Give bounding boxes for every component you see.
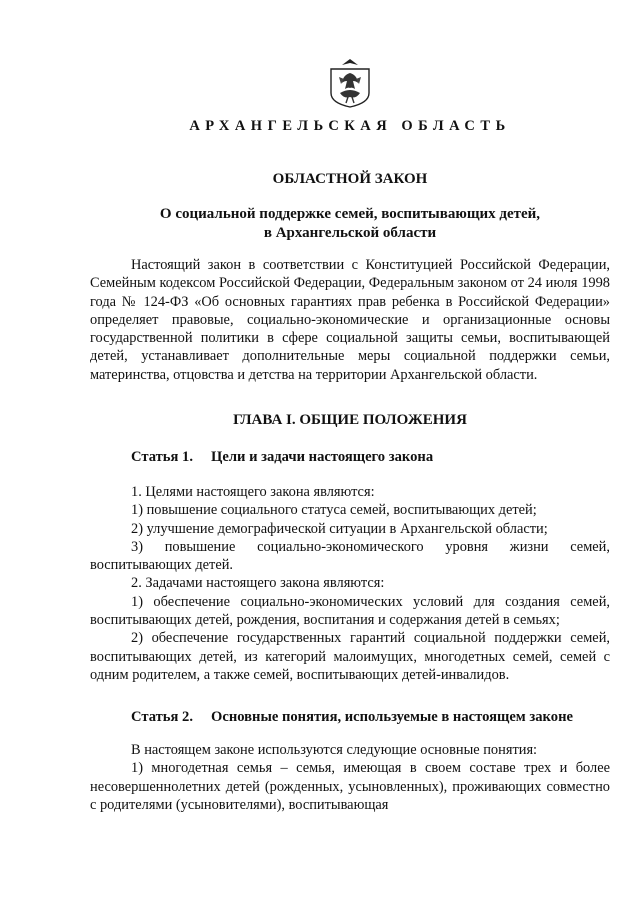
article-2-heading — [131, 709, 573, 726]
article-1-paragraph: 1) повышение социального статуса семей, воспитывающих детей; — [131, 502, 537, 519]
region-name: АРХАНГЕЛЬСКАЯ ОБЛАСТЬ — [189, 118, 511, 134]
article-2-title: Основные понятия, используемые в настоящем законе — [211, 709, 573, 725]
article-2-number: Статья 2. — [131, 709, 193, 725]
article-2-paragraph: В настоящем законе используются следующие основные понятия: — [131, 742, 538, 758]
article-1-paragraph: 1) обеспечение социально-экономических условий для создания семей, воспитывающих детей, рождения, воспитания и содержания детей в семьях; — [90, 593, 610, 629]
article-1-paragraph: 2) улучшение демографической ситуации в Архангельской области; — [131, 520, 548, 537]
article-1-paragraph: 1. Целями настоящего закона являются: — [131, 484, 375, 500]
chapter-heading: ГЛАВА I. ОБЩИЕ ПОЛОЖЕНИЯ — [233, 412, 467, 428]
article-1-body — [90, 483, 610, 684]
law-title — [100, 205, 600, 243]
article-1-paragraph: 3) повышение социально-экономического уровня жизни семей, воспитывающих детей. — [90, 538, 610, 574]
article-1-heading — [131, 449, 433, 466]
arkhangelsk-coat-of-arms-icon — [328, 57, 372, 109]
law-title-line-2: в Архангельской области — [263, 225, 437, 241]
article-1-paragraph: 2. Задачами настоящего закона являются: — [131, 575, 385, 592]
article-2-body — [90, 741, 610, 814]
article-1-title: Цели и задачи настоящего закона — [211, 449, 434, 465]
law-title-line-1: О социальной поддержке семей, воспитывающих детей, — [159, 206, 541, 222]
article-2-paragraph: 1) многодетная семья – семья, имеющая в своем составе трех и более несовершеннолетних детей (рожденных, усыновленных), проживающих совместно с родителями (усыновителями), воспитывающая — [90, 760, 610, 813]
article-1-paragraph: 2) обеспечение государственных гарантий социальной поддержки семей, воспитывающих детей, из категорий малоимущих, многодетных семей, семей с одним родителем, а также семей, воспитывающих детей-инвалидов. — [90, 630, 610, 683]
preamble — [90, 256, 610, 384]
law-type-heading: ОБЛАСТНОЙ ЗАКОН — [272, 171, 428, 187]
article-1-number: Статья 1. — [131, 449, 193, 465]
preamble-paragraph: Настоящий закон в соответствии с Конституцией Российской Федерации, Семейным кодексом Российской Федерации, Федеральным законом от 24 июля 1998 года № 124-ФЗ «Об основных гарантиях прав ребенка в Российской Федерации» определяет правовые, социально-экономические и организационные основы государственной политики в сфере социальной защиты семьи, воспитывающей детей, устанавливает дополнительные меры социальной поддержки семьи, материнства, отцовства и детства на территории Архангельской области. — [90, 257, 610, 383]
